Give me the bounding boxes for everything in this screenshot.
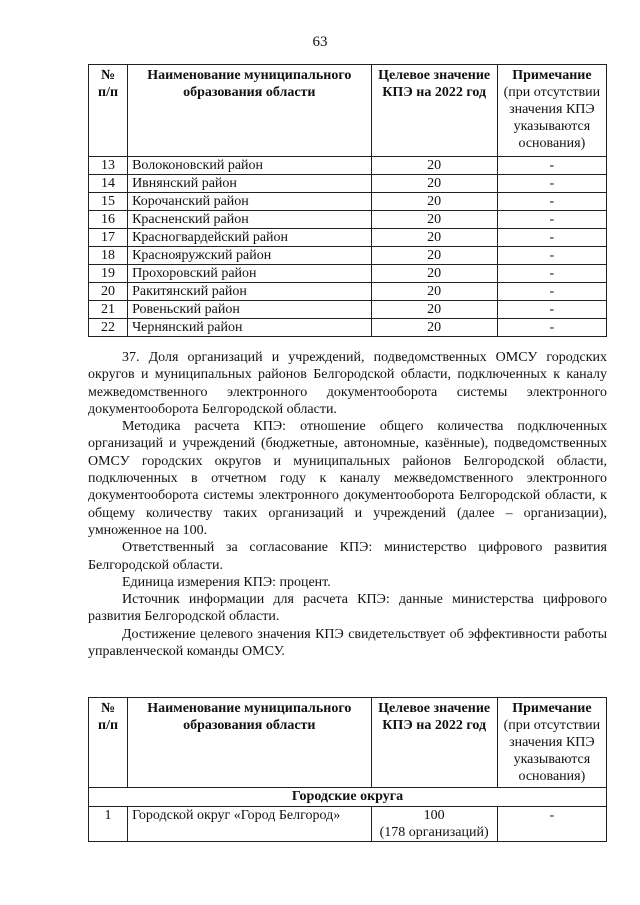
header-num: № п/п <box>89 698 128 788</box>
row-value: 20 <box>371 247 497 265</box>
row-note: - <box>497 211 606 229</box>
header-note-title: Примечание <box>512 68 592 83</box>
row-value: 20 <box>371 193 497 211</box>
section-row <box>89 788 607 807</box>
section-title: Городские округа <box>89 788 607 807</box>
row-note: - <box>497 265 606 283</box>
row-value-main: 100 <box>423 808 445 823</box>
table-row <box>89 319 607 337</box>
header-note-sub: (при отсутствии значения КПЭ указываются основания) <box>503 85 601 151</box>
table-row <box>89 265 607 283</box>
table1-body <box>89 157 607 337</box>
row-name: Ровеньский район <box>128 301 371 319</box>
header-target: Целевое значение КПЭ на 2022 год <box>371 698 497 788</box>
row-name: Чернянский район <box>128 319 371 337</box>
row-num: 21 <box>89 301 128 319</box>
kpi-table-continued <box>88 64 607 337</box>
paragraph-responsible: Ответственный за согласование КПЭ: министерство цифрового развития Белгородской области. <box>88 540 607 573</box>
row-value: 20 <box>371 283 497 301</box>
table-row <box>89 175 607 193</box>
row-note: - <box>497 301 606 319</box>
table-row <box>89 211 607 229</box>
row-num: 13 <box>89 157 128 175</box>
row-value: 20 <box>371 301 497 319</box>
row-value: 20 <box>371 265 497 283</box>
page-number: 63 <box>312 34 328 50</box>
paragraph-method: Методика расчета КПЭ: отношение общего количества подключенных организаций и учреждений (бюджетные, автономные, казённые), подведомственных ОМСУ городских округов и муниципальных районов Белгородской области, подключенных в отчетном году к каналу межведомственного электронного документооборота системы электронного документооборота Белгородской области, к общему количеству таких организаций и учреждений (далее – организации), умноженное на 100. <box>88 419 607 538</box>
row-name: Прохоровский район <box>128 265 371 283</box>
header-note <box>497 65 606 157</box>
table-header-row <box>89 698 607 788</box>
row-name: Городской округ «Город Белгород» <box>128 807 371 842</box>
row-num: 16 <box>89 211 128 229</box>
table-row <box>89 283 607 301</box>
header-note-title: Примечание <box>512 701 592 716</box>
header-note-sub: (при отсутствии значения КПЭ указываются основания) <box>503 718 601 784</box>
row-value-sub: (178 организаций) <box>379 825 489 840</box>
row-num: 1 <box>89 807 128 842</box>
row-name: Волоконовский район <box>128 157 371 175</box>
row-num: 15 <box>89 193 128 211</box>
row-name: Корочанский район <box>128 193 371 211</box>
kpi-37-description <box>88 349 607 660</box>
row-note: - <box>497 807 606 842</box>
table-row <box>89 193 607 211</box>
row-note: - <box>497 247 606 265</box>
table-row <box>89 157 607 175</box>
table-row <box>89 247 607 265</box>
row-note: - <box>497 193 606 211</box>
row-note: - <box>497 175 606 193</box>
row-value: 20 <box>371 175 497 193</box>
header-name: Наименование муниципального образования области <box>128 698 371 788</box>
paragraph-unit: Единица измерения КПЭ: процент. <box>122 574 331 590</box>
row-num: 22 <box>89 319 128 337</box>
row-num: 14 <box>89 175 128 193</box>
row-name: Краснояружский район <box>128 247 371 265</box>
kpi-37-table <box>88 697 607 842</box>
paragraph-achievement: Достижение целевого значения КПЭ свидетельствует об эффективности работы управленческой команды ОМСУ. <box>88 626 607 660</box>
row-value: 20 <box>371 229 497 247</box>
header-target: Целевое значение КПЭ на 2022 год <box>371 65 497 157</box>
paragraph-title: 37. Доля организаций и учреждений, подведомственных ОМСУ городских округов и муниципальных районов Белгородской области, подключенных к каналу межведомственного электронного документооборота системы электронного документооборота Белгородской области. <box>88 350 607 417</box>
row-num: 20 <box>89 283 128 301</box>
row-num: 18 <box>89 247 128 265</box>
header-num: № п/п <box>89 65 128 157</box>
row-note: - <box>497 319 606 337</box>
table-row <box>89 301 607 319</box>
row-num: 17 <box>89 229 128 247</box>
row-name: Ивнянский район <box>128 175 371 193</box>
row-value <box>371 807 497 842</box>
row-value: 20 <box>371 211 497 229</box>
row-name: Красногвардейский район <box>128 229 371 247</box>
table-row <box>89 229 607 247</box>
table-row <box>89 807 607 842</box>
row-value: 20 <box>371 157 497 175</box>
header-name: Наименование муниципального образования области <box>128 65 371 157</box>
row-name: Ракитянский район <box>128 283 371 301</box>
row-value: 20 <box>371 319 497 337</box>
row-note: - <box>497 229 606 247</box>
row-note: - <box>497 157 606 175</box>
table-header-row <box>89 65 607 157</box>
row-name: Красненский район <box>128 211 371 229</box>
paragraph-source: Источник информации для расчета КПЭ: данные министерства цифрового развития Белгородской области. <box>88 592 607 625</box>
row-num: 19 <box>89 265 128 283</box>
row-note: - <box>497 283 606 301</box>
header-note <box>497 698 606 788</box>
